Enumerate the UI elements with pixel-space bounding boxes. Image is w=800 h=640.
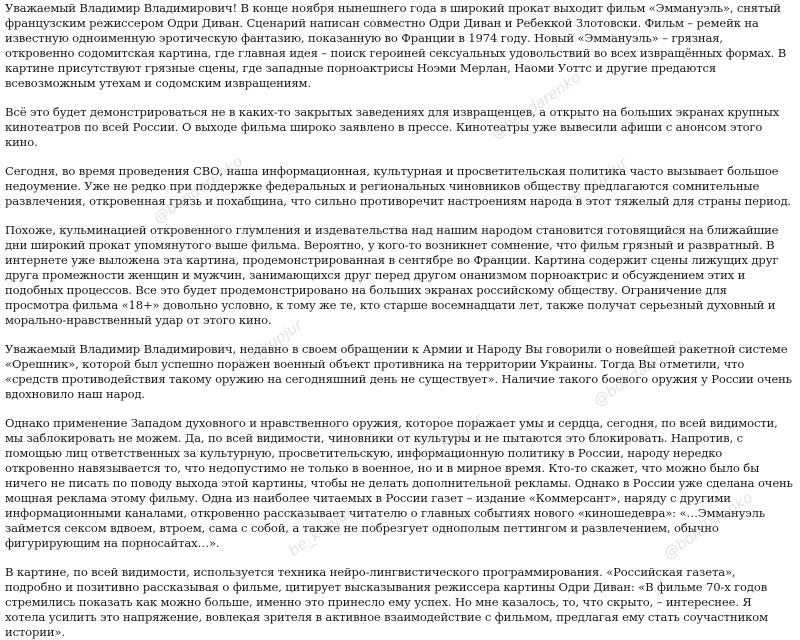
watermark-text: @bondarenko — [488, 67, 585, 143]
watermark-text: @bondarenko — [150, 151, 247, 227]
watermark-text: @bondarenko — [590, 334, 687, 410]
watermark-text: be_kupjur — [415, 409, 486, 467]
paragraph: В картине, по всей видимости, используется техника нейро-лингвистического программирования. «Российская газета», подробно и позитивно рассказывая о фильме, цитирует высказывания режиссера картины Одри Диван: «В фильме 70-х годов стремились показать как можно больше, именно это принесло ему успех. Но мне казалось, то, что скрыто, – интереснее. Я хотела усилить это напряжение, вовлекая зрителя в активное взаимодействие с фильмом, предлагая ему стать соучастником истории». — [5, 565, 768, 639]
letter-body — [5, 1, 793, 640]
paragraph: Однако применение Западом духовного и нравственного оружия, которое поражает умы и сердца, сегодня, по всей видимости, мы заблокировать не можем. Да, по всей видимости, чиновники от культуры и не пытаются это блокировать. Напротив, с помощью лиц ответственных за культурную, просветительскую, информационную политику в России, народу нередко откровенно навязывается то, что недопустимо не только в военное, но и в мирное время. Кто-то скажет, что можно было бы ничего не писать по поводу выхода этой картины, чтобы не делать дополнительной рекламы. Однако в России уже сделана очень мощная реклама этому фильму. Одна из наиболее читаемых в России газет – издание «Коммерсант», наряду с другими информационными каналами, откровенно рассказывает читателю о главных событиях нового «киношедевра»: «…Эммануэль займется сексом вдвоем, втроем, сама с собой, а также не побрезгует однополым петтингом и развлечением, обычно фигурирующим на порносайтах…». — [5, 416, 793, 550]
paragraph: Похоже, кульминацией откровенного глумления и издевательства над нашим народом становится готовящийся на ближайшие дни широкий прокат упомянутого выше фильма. Вероятно, у кого-то возникнет сомнение, что фильм грязный и развратный. В интернете уже выложена эта картина, продемонстрированная в сентябре во Франции. Картина содержит сцены лижущих друг друга промежности женщин и мужчин, занимающихся друг перед другом онанизмом порноактрис и обсуждением этих и подобных процессов. Все это будет продемонстрировано на больших экранах российскому обществу. Ограничение для просмотра фильма «18+» довольно условно, к тому же те, кто старше восемнадцати лет, также получат серьезный духовный и морально-нравственный удар от этого кино. — [5, 223, 779, 327]
paragraph: Всё это будет демонстрироваться не в каких-то закрытых заведениях для извращенцев, а открыто на больших экранах крупных кинотеатров по всей России. О выходе фильма широко заявлено в прессе. Кинотеатры уже вывесили афиши с анонсом этого кино. — [5, 105, 780, 149]
watermark-text: be_kupjur — [560, 153, 631, 211]
paragraph: Уважаемый Владимир Владимирович, недавно в своем обращении к Армии и Народу Вы говорили о новейшей ракетной системе «Орешник», которой был успешно поражен военный объект противника на территории Украины. Тогда Вы отметили, что «средств противодействия такому оружию на сегодняшний день не существует». Наличие такого боевого оружия у России очень вдохновило наш народ. — [5, 342, 792, 401]
paragraph: Уважаемый Владимир Владимирович! В конце ноября нынешнего года в широкий прокат выходит фильм «Эммануэль», снятый французским режиссером Одри Диван. Сценарий написан совместно Одри Диван и Ребеккой Злотовски. Фильм – ремейк на известную одноименную эротическую фантазию, показанную во Франции в 1974 году. Новый «Эммануэль» – грязная, откровенно содомитская картина, где главная идея – поиск героиней сексуальных удовольствий во всех извращённых формах. В картине присутствуют грязные сцены, где западные порноактрисы Ноэми Мерлан, Наоми Уоттс и другие предаются всевозможным утехам и содомским извращениям. — [5, 1, 787, 90]
watermark-text: be_kupjur — [235, 315, 306, 373]
watermark-text: be_kupjur — [285, 502, 356, 560]
paragraph: Сегодня, во время проведения СВО, наша информационная, культурная и просветительская политика часто вызывает большое недоумение. Уже не редко при поддержке федеральных и региональных чиновников обществу предлагаются сомнительные развлечения, откровенная грязь и похабщина, что сильно противоречит настроениям народа в этот тяжелый для страны период. — [5, 164, 792, 208]
watermark-text: @bondarenko — [660, 487, 757, 563]
